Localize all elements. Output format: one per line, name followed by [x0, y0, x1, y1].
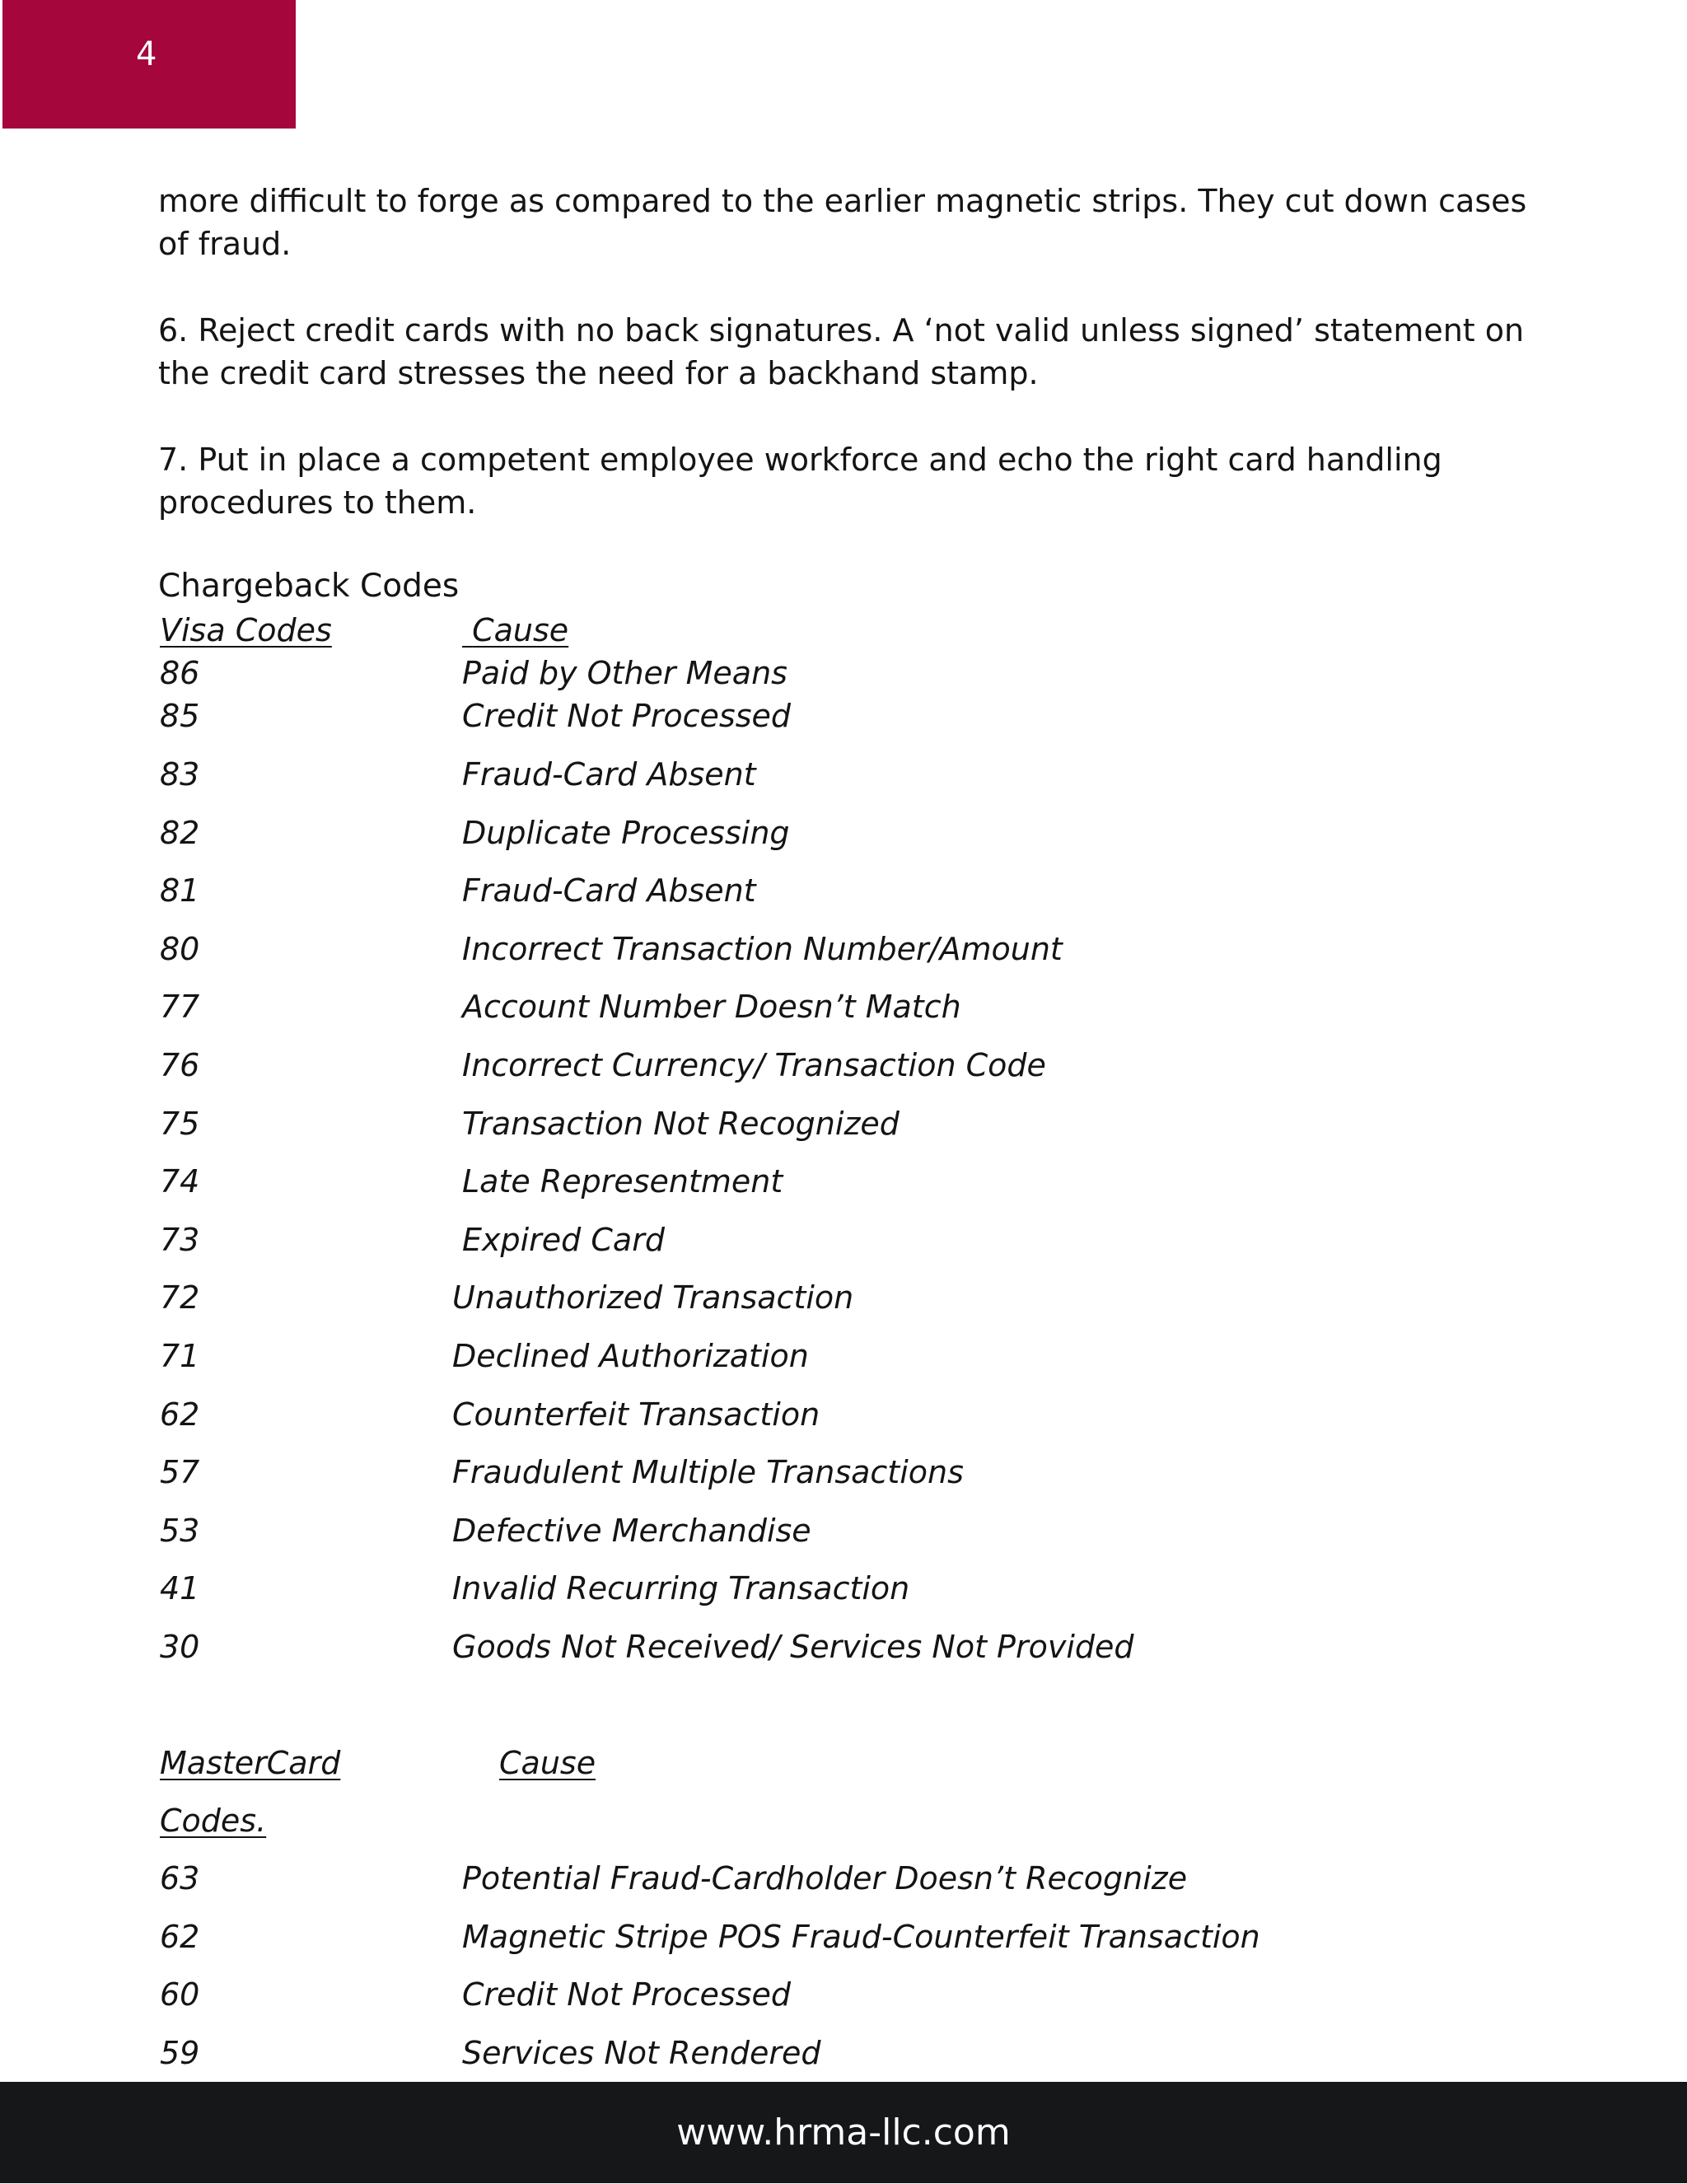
visa-code: 85 — [160, 698, 200, 734]
visa-cause: Goods Not Received/ Services Not Provided — [452, 1629, 1134, 1665]
paragraph-item-6: 6. Reject credit cards with no back signatures. A ‘not valid unless signed’ statement on the credit card stresses the need for a backhand stamp. — [158, 312, 1525, 391]
visa-cause: Expired Card — [462, 1222, 665, 1258]
visa-code: 72 — [160, 1279, 200, 1316]
visa-cause: Incorrect Currency/ Transaction Code — [462, 1047, 1046, 1083]
mastercard-cause: Potential Fraud-Cardholder Doesn’t Recognize — [462, 1860, 1188, 1896]
visa-code: 83 — [160, 756, 200, 793]
visa-code: 41 — [160, 1570, 200, 1606]
paragraph-continuation: more difficult to forge as compared to the earlier magnetic strips. They cut down cases of fraud. — [158, 183, 1527, 262]
visa-cause: Incorrect Transaction Number/Amount — [462, 931, 1063, 967]
page-number-tab — [2, 0, 296, 129]
visa-cause: Credit Not Processed — [462, 698, 791, 734]
visa-code: 81 — [160, 872, 200, 909]
visa-cause: Late Representment — [462, 1163, 783, 1200]
visa-code: 57 — [160, 1454, 200, 1490]
footer-website-link[interactable]: www.hrma-llc.com — [676, 2112, 1011, 2154]
visa-cause: Fraud-Card Absent — [462, 872, 756, 909]
mastercard-cause-header: Cause — [499, 1745, 596, 1781]
visa-cause: Duplicate Processing — [462, 815, 790, 851]
visa-cause: Fraud-Card Absent — [462, 756, 756, 793]
footer-bar — [0, 2082, 1687, 2183]
visa-cause-header-label: Cause — [472, 612, 569, 648]
visa-code: 75 — [160, 1106, 200, 1142]
mastercard-code: 60 — [160, 1976, 200, 2013]
visa-code-header: Visa Codes — [160, 612, 332, 648]
visa-cause-header — [462, 610, 568, 651]
visa-cause: Defective Merchandise — [452, 1513, 811, 1549]
visa-code: 30 — [160, 1629, 200, 1665]
mastercard-cause: Credit Not Processed — [462, 1976, 791, 2013]
mastercard-cause: Services Not Rendered — [462, 2035, 821, 2071]
mastercard-code: 62 — [160, 1919, 200, 1955]
section-title: Chargeback Codes — [158, 568, 460, 605]
mastercard-code: 59 — [160, 2035, 200, 2071]
visa-code: 74 — [160, 1163, 200, 1200]
visa-code: 71 — [160, 1338, 200, 1374]
visa-cause: Account Number Doesn’t Match — [462, 989, 961, 1025]
visa-code: 86 — [160, 655, 200, 691]
mastercard-code-header-line2: Codes. — [160, 1803, 267, 1839]
visa-code: 76 — [160, 1047, 200, 1083]
mastercard-cause: Magnetic Stripe POS Fraud-Counterfeit Transaction — [462, 1919, 1260, 1955]
visa-cause: Invalid Recurring Transaction — [452, 1570, 910, 1606]
page-number: 4 — [136, 35, 157, 73]
visa-cause: Fraudulent Multiple Transactions — [452, 1454, 964, 1490]
visa-code: 82 — [160, 815, 200, 851]
visa-code: 77 — [160, 989, 200, 1025]
paragraph-item-7: 7. Put in place a competent employee workforce and echo the right card handling procedures to them. — [158, 442, 1442, 521]
mastercard-code: 63 — [160, 1860, 200, 1896]
visa-cause: Counterfeit Transaction — [452, 1396, 820, 1433]
visa-cause: Declined Authorization — [452, 1338, 809, 1374]
visa-code: 80 — [160, 931, 200, 967]
mastercard-code-header: MasterCard — [160, 1745, 341, 1781]
visa-cause: Unauthorized Transaction — [452, 1279, 854, 1316]
visa-code: 73 — [160, 1222, 200, 1258]
visa-cause: Transaction Not Recognized — [462, 1106, 900, 1142]
visa-cause: Paid by Other Means — [462, 655, 787, 691]
visa-code: 62 — [160, 1396, 200, 1433]
visa-code: 53 — [160, 1513, 200, 1549]
